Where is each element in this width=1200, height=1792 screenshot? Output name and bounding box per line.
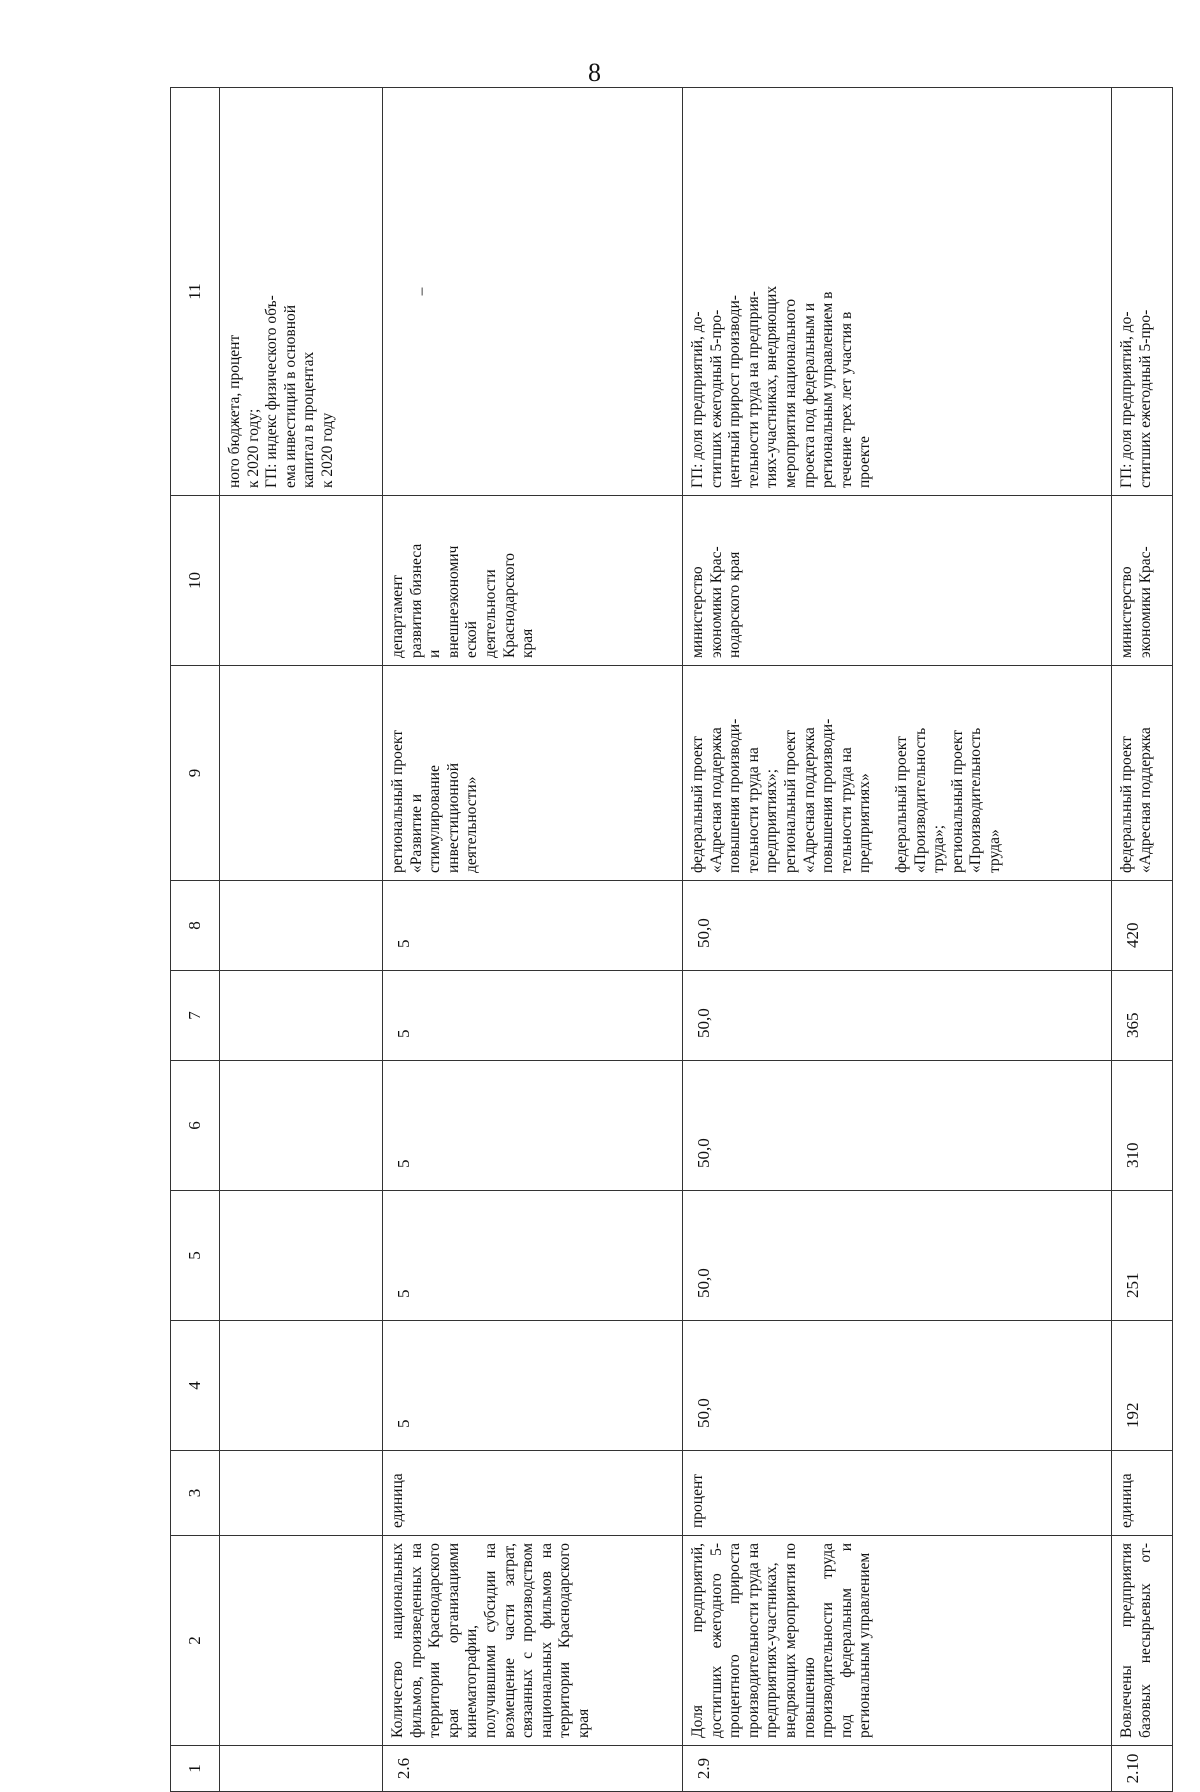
header-col-3: 3: [171, 1451, 220, 1536]
indicator-name: Вовлечены предприятия базовых несырьевых от-: [1112, 1536, 1173, 1746]
header-col-9: 9: [171, 666, 220, 881]
table-row-2-9: [683, 88, 1112, 1792]
header-col-2: 2: [171, 1536, 220, 1746]
rotated-table-frame: [170, 88, 1154, 1792]
unit: процент: [683, 1451, 1112, 1536]
header-col-11: 11: [171, 88, 220, 496]
value-col-7: 365: [1112, 971, 1173, 1061]
row-number: 2.9: [683, 1746, 1112, 1792]
state-program-indicator: ГП: доля предприятий, до- стигших ежегодный 5-про- центный прирост производи- тельности труда на предприя- тиях-участниках, внедряющих мероприятия национального проекта под федеральным и региональным управлением в течение трех лет участия в проекте: [683, 88, 1112, 496]
state-program-indicator: –: [383, 88, 683, 496]
row-number: 2.10: [1112, 1746, 1173, 1792]
value-col-8: 50,0: [683, 881, 1112, 971]
value-col-4: 5: [383, 1321, 683, 1451]
project-cell: федеральный проект «Адресная поддержка повышения производи- тельности труда на предприятиях»; региональный проект «Адресная поддержка повышения производи- тельности труда на предприятиях» федеральный проект «Производительность труда»; региональный проект «Производительность труда»: [683, 666, 1112, 881]
indicator-name: Доля предприятий, достигших ежегодного 5-процентного прироста производительности труда на предприятиях-участниках, внедряющих мероприятия по повышению производительности труда под федеральным и региональным управлением: [683, 1536, 1112, 1746]
table-row-2-10: [1112, 88, 1173, 1792]
value-col-5: 5: [383, 1191, 683, 1321]
header-col-10: 10: [171, 496, 220, 666]
indicators-table: [170, 87, 1173, 1792]
value-col-4: 192: [1112, 1321, 1173, 1451]
value-col-6: 310: [1112, 1061, 1173, 1191]
header-row: [171, 88, 220, 1792]
responsible-cell: министерство экономики Крас- нодарского края: [683, 496, 1112, 666]
responsible-cell: департамент развития бизнеса и внешнеэкономич еской деятельности Краснодарского края: [383, 496, 683, 666]
header-col-7: 7: [171, 971, 220, 1061]
indicator-name: Количество национальных фильмов, произведенных на территории Краснодарского края организациями кинематографии, получившими субсидии на возмещение части затрат, связанных с производством национальных фильмов на территории Краснодарского края: [383, 1536, 683, 1746]
row-number: 2.6: [383, 1746, 683, 1792]
project-cell: федеральный проект «Адресная поддержка: [1112, 666, 1173, 881]
responsible-cell: министерство экономики Крас-: [1112, 496, 1173, 666]
value-col-5: 251: [1112, 1191, 1173, 1321]
value-col-8: 420: [1112, 881, 1173, 971]
unit: единица: [383, 1451, 683, 1536]
value-col-5: 50,0: [683, 1191, 1112, 1321]
continuation-indicator: ного бюджета, процент к 2020 году; ГП: индекс физического объ- ема инвестиций в основной капитал в процентах к 2020 году: [220, 88, 383, 496]
value-col-7: 5: [383, 971, 683, 1061]
header-col-1: 1: [171, 1746, 220, 1792]
value-col-6: 50,0: [683, 1061, 1112, 1191]
value-col-4: 50,0: [683, 1321, 1112, 1451]
header-col-5: 5: [171, 1191, 220, 1321]
unit: единица: [1112, 1451, 1173, 1536]
page-number: 8: [588, 58, 601, 87]
header-col-8: 8: [171, 881, 220, 971]
header-col-6: 6: [171, 1061, 220, 1191]
table-row-2-6: [383, 88, 683, 1792]
value-col-8: 5: [383, 881, 683, 971]
state-program-indicator: ГП: доля предприятий, до- стигших ежегодный 5-про-: [1112, 88, 1173, 496]
table-row-continuation: [220, 88, 383, 1792]
value-col-6: 5: [383, 1061, 683, 1191]
header-col-4: 4: [171, 1321, 220, 1451]
project-cell: региональный проект «Развитие и стимулирование инвестиционной деятельности»: [383, 666, 683, 881]
value-col-7: 50,0: [683, 971, 1112, 1061]
